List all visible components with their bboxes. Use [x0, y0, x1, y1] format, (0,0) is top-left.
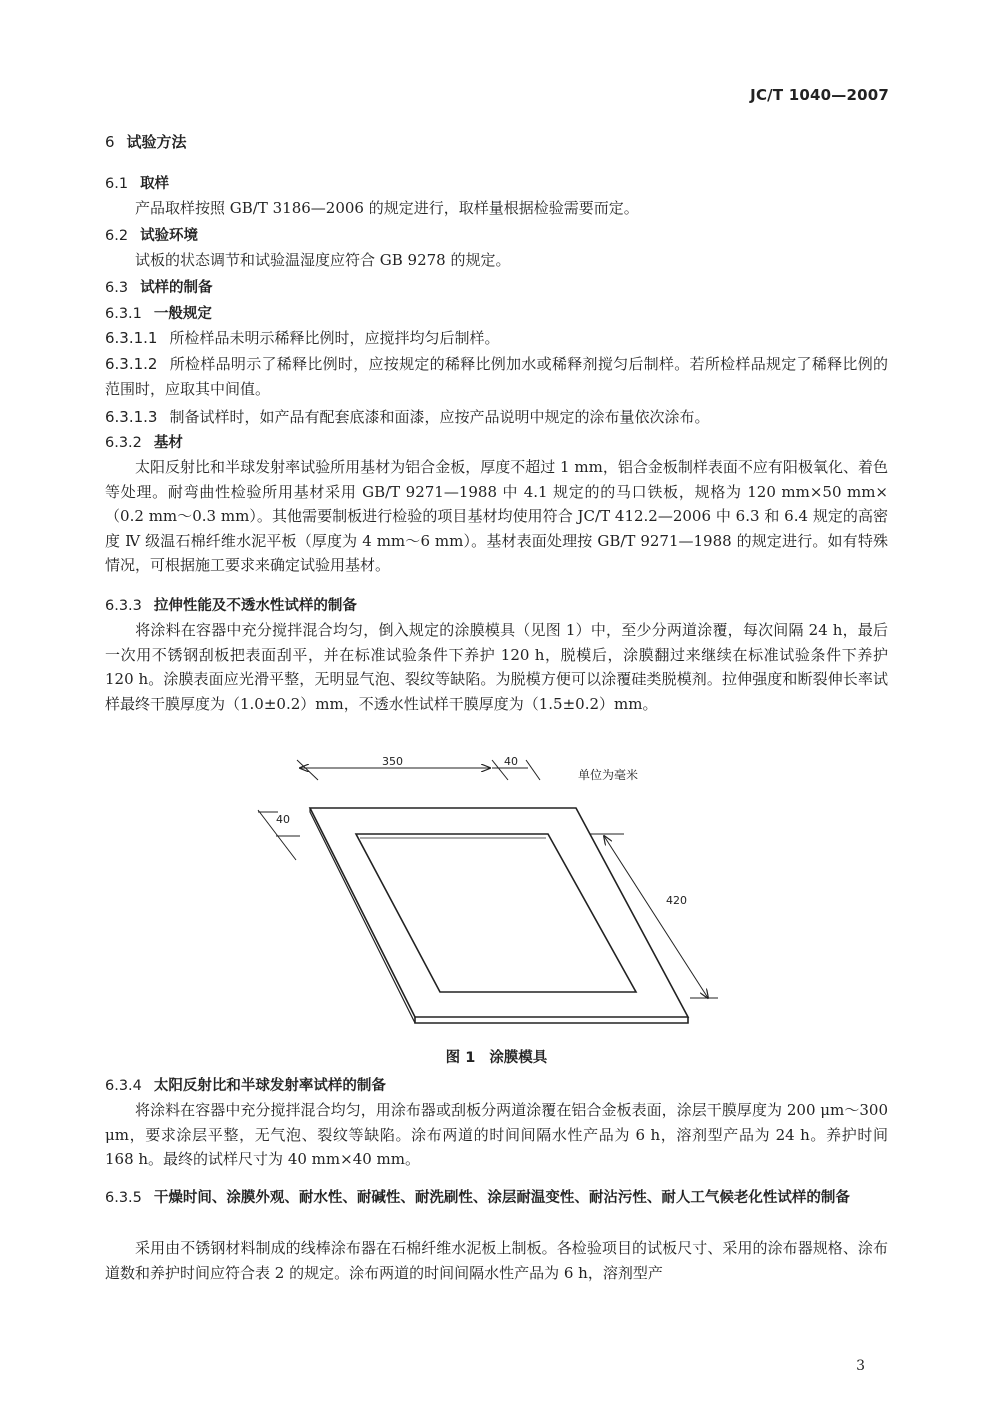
section-6-3-3-heading: 6.3.3 拉伸性能及不透水性试样的制备 [105, 598, 357, 614]
dim-350-label: 350 [382, 755, 403, 768]
dim-40-left-label: 40 [276, 813, 290, 826]
section-6-3-3-text: 将涂料在容器中充分搅拌混合均匀，倒入规定的涂膜模具（见图 1）中，至少分两道涂覆，每次间隔 24 h，最后一次用不锈钢刮板把表面刮平，并在标准试验条件下养护 120 h，脱模后，涂膜翻过来继续在标准试验条件下养护 120 h。涂膜表面应光滑平整，无明显气泡、裂纹等缺陷。为脱模方便可以涂覆硅类脱模剂。拉伸强度和断裂伸长率试样最终干膜厚度为（1.0±0.2）mm，不透水性试样干膜厚度为（1.5±0.2）mm。 [105, 621, 888, 713]
section-6-3-5-heading: 6.3.5 干燥时间、涂膜外观、耐水性、耐碱性、耐洗刷性、涂层耐温变性、耐沾污性、耐人工气候老化性试样的制备 [105, 1190, 850, 1206]
mold-thickness-edge [415, 1017, 688, 1023]
section-6-2-text: 试板的状态调节和试验温湿度应符合 GB 9278 的规定。 [135, 251, 511, 269]
section-6-3-4-text: 将涂料在容器中充分搅拌混合均匀，用涂布器或刮板分两道涂覆在铝合金板表面，涂层干膜厚度为 200 μm～300 μm，要求涂层平整，无气泡、裂纹等缺陷。涂布两道的时间间隔水性产品为 6 h，溶剂型产品为 24 h。养护时间 168 h。最终的试样尺寸为 40 mm×40 mm。 [105, 1101, 888, 1169]
section-6-3-1-1: 6.3.1.1 所检样品未明示稀释比例时，应搅拌均匀后制样。 [105, 329, 500, 347]
section-6-3-1-2: 6.3.1.2 所检样品明示了稀释比例时，应按规定的稀释比例加水或稀释剂搅匀后制样。若所检样品规定了稀释比例的范围时，应取其中间值。 [105, 355, 888, 398]
standard-code: JC/T 1040—2007 [750, 86, 889, 104]
dim-420-label: 420 [666, 894, 687, 907]
mold-inner-opening [356, 834, 636, 992]
section-6-3-1-heading: 6.3.1 一般规定 [105, 306, 212, 322]
section-6-1-text: 产品取样按照 GB/T 3186—2006 的规定进行，取样量根据检验需要而定。 [135, 199, 639, 217]
dim-420-line [604, 836, 708, 998]
figure-1-caption: 图 1 涂膜模具 [445, 1050, 548, 1066]
section-6-3-5-text: 采用由不锈钢材料制成的线棒涂布器在石棉纤维水泥板上制板。各检验项目的试板尺寸、采用的涂布器规格、涂布道数和养护时间应符合表 2 的规定。涂布两道的时间间隔水性产品为 6 h，溶剂型产 [105, 1239, 888, 1282]
section-6-heading: 6 试验方法 [105, 133, 187, 151]
dim-40-top-label: 40 [504, 755, 518, 768]
section-6-3-2-text: 太阳反射比和半球发射率试验所用基材为铝合金板，厚度不超过 1 mm，铝合金板制样表面不应有阳极氧化、着色等处理。耐弯曲性检验所用基材采用 GB/T 9271—1988 中 4.1 规定的的马口铁板，规格为 120 mm×50 mm×（0.2 mm～0.3 mm）。其他需要制板进行检验的项目基材均使用符合 JC/T 412.2—2006 中 6.3 和 6.4 规定的高密度 Ⅳ 级温石棉纤维水泥平板（厚度为 4 mm～6 mm）。基材表面处理按 GB/T 9271—1988 的规定进行。如有特殊情况，可根据施工要求来确定试验用基材。 [105, 458, 888, 575]
page-number: 3 [856, 1358, 865, 1374]
section-6-1-heading: 6.1 取样 [105, 176, 170, 192]
section-6-2-heading: 6.2 试验环境 [105, 228, 199, 244]
mold-outer-frame [310, 808, 688, 1017]
unit-note: 单位为毫米 [578, 768, 639, 782]
section-6-3-2-heading: 6.3.2 基材 [105, 435, 183, 451]
section-6-3-4-heading: 6.3.4 太阳反射比和半球发射率试样的制备 [105, 1078, 386, 1094]
section-6-3-1-3: 6.3.1.3 制备试样时，如产品有配套底漆和面漆，应按产品说明中规定的涂布量依次涂布。 [105, 408, 710, 426]
section-6-3-heading: 6.3 试样的制备 [105, 280, 213, 296]
